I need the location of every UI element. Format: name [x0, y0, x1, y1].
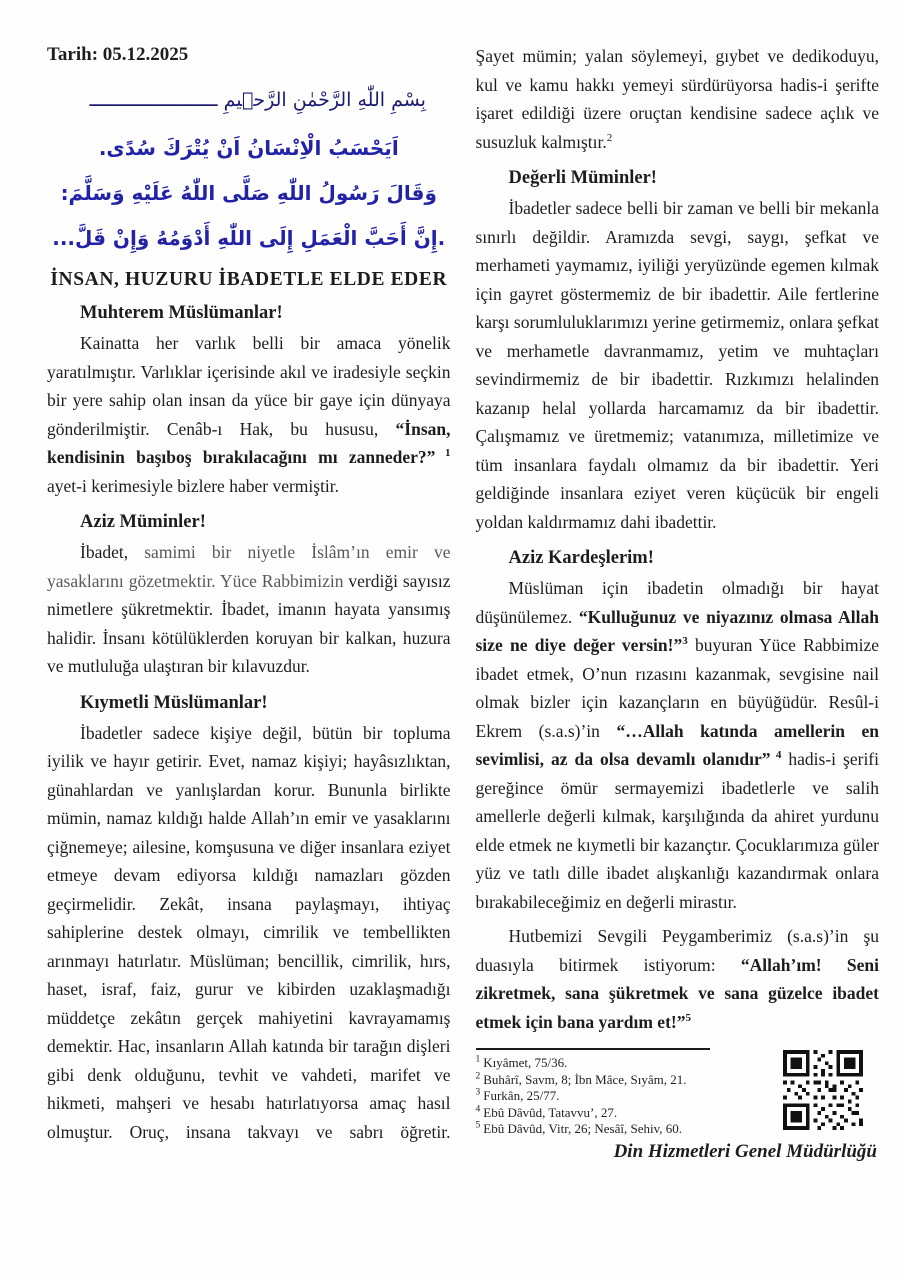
footnote-marker: 2	[475, 1071, 481, 1082]
footnote-text: Buhârî, Savm, 8; İbn Mâce, Sıyâm, 21.	[483, 1071, 687, 1087]
footnote-item	[476, 1105, 776, 1122]
arabic-verse-line: اَيَحْسَبُ الْاِنْسَانُ اَنْ يُتْرَكَ سُدًى.	[98, 136, 399, 160]
paragraph: Kainatta her varlık belli bir amaca yönelik yaratılmıştır. Varlıklar içerisinde akıl ve iradesiyle seçkin bir yere sahip olan insan da yüce bir gaye için dünyaya gönderilmiştir. Cenâb-ı Hak, bu hususu, “İnsan, kendisinin başıboş bırakılacağını mı zanneder?” $^1$ ayet-i kerimesiyle bizlere haber vermiştir.	[47, 333, 451, 496]
section-heading-aziz-kardeslerim: Aziz Kardeşlerim!	[508, 548, 654, 568]
footnote-block	[476, 1048, 880, 1163]
paragraph: İbadetler sadece belli bir zaman ve belli bir mekanla sınırlı değildir. Aramızda sevgi, saygı, şefkat ve merhameti yaymamız, iyiliği yeryüzünde egemen kılmak için gayret göstermemiz de bir ibadettir. Aile fertlerine karşı sorumluluklarımızı yerine getirmemiz, onlara şefkat ve merhametle davranmamız, yetim ve muhtaçları sevindirmemiz de bir ibadettir. Rızkımızı helalinden kazanıp helal yollarda harcamamız da bir ibadettir. Çalışmamız ve üretmemiz; vatanımıza, milletimize ve tüm insanlara faydalı olmamız da bir ibadettir. Yeri geldiğinde insanlara eziyet veren küçücük bir engeli yoldan kaldırmamız dahi ibadettir.	[475, 198, 879, 532]
footnote-marker: 5	[475, 1120, 481, 1131]
paragraph: Müslüman için ibadetin olmadığı bir hayat düşünülemez. “Kulluğunuz ve niyazınız olmasa Allah size ne diye değer versin!”$^3$ buyuran Yüce Rabbimize ibadet etmek, O’nun rızasını kazanmak, sevgisine nail olmak bizler için kazançların en büyüğüdür. Resûl-i Ekrem (s.a.s)’in “…Allah katında amellerin en sevimlisi, az da olsa devamlı olanıdır” $^4$ hadis-i şerifi gereğince ömür sermayemizi ibadetlerle ve salih amellerle değerli kılmak, karşılığında da ahiret yurdunu elde etmek ne kıymetli bir kazançtır. Çocuklarımıza güler yüz ve tatlı dille ibadet alışkanlığı kazandırmak onlara bırakabileceğimiz en değerli mirastır.	[475, 578, 879, 912]
basmala-calligraphy: بِسْمِ اللّٰهِ الرَّحْمٰنِ الرَّح۪يمِ ـــــــــــــــــــــــ	[89, 89, 426, 111]
footnote-text: Kıyâmet, 75/36.	[483, 1055, 568, 1070]
arabic-hadith-intro-line: وَقَالَ رَسُولُ اللّٰهِ صَلَّى اللّٰهُ عَلَيْهِ وَسَلَّمَ:	[60, 181, 437, 205]
two-column-layout	[47, 42, 879, 1163]
footer-signature: Din Hizmetleri Genel Müdürlüğü	[613, 1140, 877, 1162]
paragraph: Şayet mümin; yalan söylemeyi, gıybet ve dedikoduyu, kul ve kamu hakkı yemeyi sürdürüyorsa hadis-i şerifte işaret edildiği üzere oruçtan kendisine sadece açlık ve susuzluk kalmıştır.$^2$	[475, 46, 879, 152]
right-column	[476, 42, 880, 1163]
footnote-marker: 1	[475, 1054, 481, 1065]
sermon-title: İNSAN, HUZURU İBADETLE ELDE EDER	[50, 269, 448, 290]
footnote-item	[476, 1088, 776, 1105]
section-heading-aziz-muminler: Aziz Müminler!	[80, 512, 206, 532]
section-heading-kiymetli: Kıymetli Müslümanlar!	[80, 692, 268, 713]
footnote-marker: 3	[475, 1087, 481, 1098]
paragraph: İbadet, samimi bir niyetle İslâm’ın emir ve yasaklarını gözetmektir. Yüce Rabbimizin verdiği sayısız nimetlere şükretmektir. İbadet, imanın hayata yansımış halidir. İnsanı kötülüklerden koruyan bir kalkan, huzura ve mutluluğa ulaştıran bir kılavuzdur.	[47, 542, 451, 676]
qr-code-icon	[783, 1050, 863, 1130]
left-column	[47, 42, 451, 1163]
footnote-list	[476, 1048, 776, 1138]
paragraph: İbadetler sadece kişiye değil, bütün bir topluma iyilik ve hayır getirir. Evet, namaz kişiyi; hayâsızlıktan, günahlardan ve yanlışlardan korur. Bununla birlikte mümin, namaz kıldığı halde Allah’ın emir ve yasaklarını çiğnemeye; ailesine, komşusuna ve diğer insanlara eziyet etmeye devam ediyorsa kıldığı namazları gözden geçirmelidir. Zekât, insana paylaşmayı, ihtiyaç sahiplerine destek olmayı, cimrilik ve tembellikten arınmayı hatırlatır. Müslüman; bencillik, cimrilik, hırs, haset, israf, faiz, gurur ve kibirden uzaklaşmadığı müddetçe zekâtın gerçek mahiyetini kavrayamamış demektir. Hac, insanların Allah katında bir tarağın dişleri gibi denk olduğunu, tevhit ve vahdeti, marifet ve hikmeti, mahşeri ve hesabı hatırlatıyorsa amaç hasıl olmuştur. Oruç, insana takvayı ve sabrı öğretir.	[47, 722, 451, 1142]
section-heading-muhterem: Muhterem Müslümanlar!	[80, 303, 283, 323]
date-label: Tarih: 05.12.2025	[47, 44, 189, 65]
footnote-marker: 4	[475, 1104, 481, 1115]
footnote-divider	[476, 1048, 710, 1050]
footnote-text: Furkân, 25/77.	[483, 1088, 560, 1103]
footnote-item	[476, 1055, 776, 1072]
paragraph: Hutbemizi Sevgili Peygamberimiz (s.a.s)’in şu duasıyla bitirmek istiyorum: “Allah’ım! Seni zikretmek, sana şükretmek ve sana güzelce ibadet etmek için bana yardım et!”$^5$	[475, 926, 879, 1032]
arabic-hadith-line: ...إِنَّ أَحَبَّ الْعَمَلِ إِلَى اللّٰهِ أَدْوَمُهُ وَإِنْ قَلَّ.	[52, 226, 446, 250]
footnote-text: Ebû Dâvûd, Tatavvu’, 27.	[483, 1104, 618, 1120]
footnote-item	[476, 1121, 776, 1138]
section-heading-degerli: Değerli Müminler!	[508, 168, 657, 188]
footnote-text: Ebû Dâvûd, Vitr, 26; Nesâî, Sehiv, 60.	[483, 1121, 682, 1136]
footnote-item	[476, 1072, 776, 1089]
